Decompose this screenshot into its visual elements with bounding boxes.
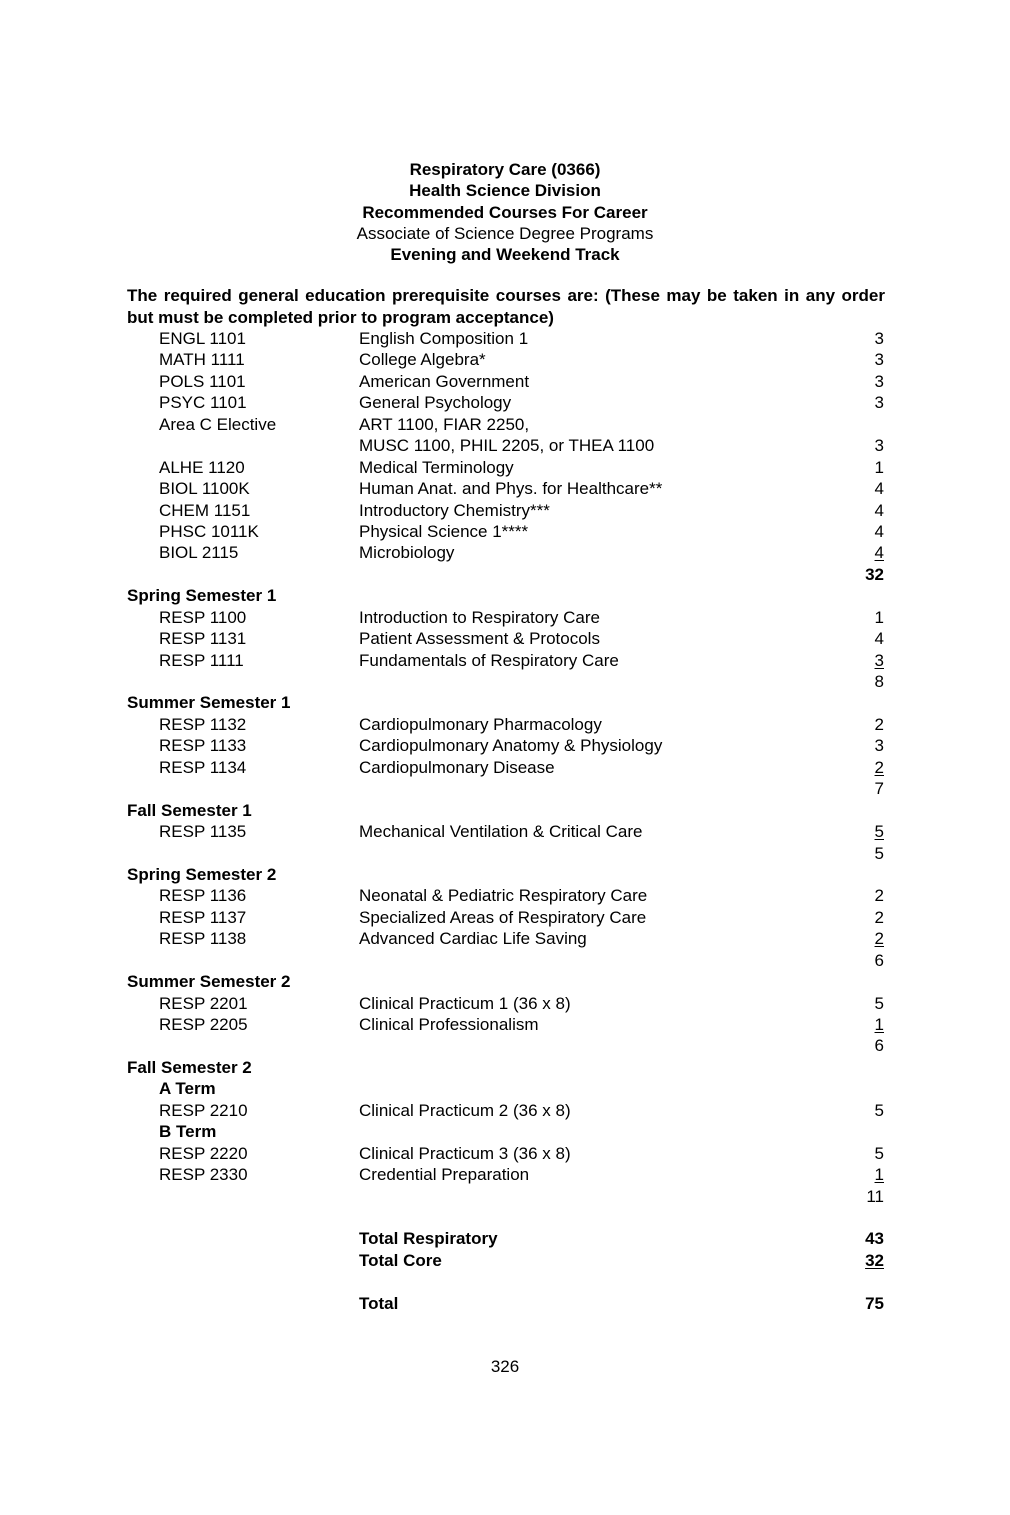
course-credits: 5 (874, 822, 884, 842)
total-row (0, 1228, 1010, 1249)
course-row (0, 607, 1010, 628)
semester-subtotal-row (0, 950, 1010, 971)
course-title: Microbiology (359, 543, 455, 563)
course-code: RESP 1134 (159, 757, 247, 777)
course-credits: 2 (874, 714, 884, 734)
course-credits: 2 (874, 886, 884, 906)
semester-heading: Summer Semester 1 (127, 693, 291, 713)
course-row (0, 435, 1010, 456)
page-number: 326 (490, 1357, 520, 1376)
course-title: ART 1100, FIAR 2250, (359, 414, 530, 434)
semester-subtotal: 6 (874, 1036, 884, 1056)
semester-subtotal-row (0, 564, 1010, 585)
course-code: RESP 1136 (159, 886, 247, 906)
course-title: Cardiopulmonary Disease (359, 757, 555, 777)
course-code: RESP 1131 (159, 629, 247, 649)
semester-heading: Fall Semester 2 (127, 1057, 252, 1077)
course-title: Medical Terminology (359, 457, 514, 477)
course-code: ENGL 1101 (159, 329, 246, 348)
semester-heading-row (0, 971, 1010, 992)
course-title: General Psychology (359, 393, 512, 413)
semester-heading-row (0, 864, 1010, 885)
course-row (0, 714, 1010, 735)
course-code: RESP 1100 (159, 607, 247, 627)
total-row (0, 1250, 1010, 1271)
course-row (0, 414, 1010, 435)
semester-subtotal-row (0, 671, 1010, 692)
course-row (0, 371, 1010, 392)
course-code: RESP 1137 (159, 907, 247, 927)
course-code: PSYC 1101 (159, 393, 247, 413)
course-credits: 3 (874, 371, 884, 391)
course-code: Area C Elective (159, 414, 277, 434)
course-title: Human Anat. and Phys. for Healthcare** (359, 479, 663, 499)
course-credits: 1 (874, 1165, 884, 1185)
course-title: Clinical Professionalism (359, 1015, 539, 1034)
course-row (0, 542, 1010, 563)
course-title: MUSC 1100, PHIL 2205, or THEA 1100 (359, 436, 655, 456)
course-title: Clinical Practicum 2 (36 x 8) (359, 1100, 571, 1120)
semester-subtotal-row (0, 843, 1010, 864)
course-row (0, 478, 1010, 499)
course-title: Patient Assessment & Protocols (359, 629, 600, 649)
term-heading: A Term (159, 1079, 216, 1099)
semester-heading: Fall Semester 1 (127, 800, 252, 820)
term-heading-row (0, 1121, 1010, 1142)
course-credits: 4 (874, 479, 884, 499)
semester-heading: Spring Semester 2 (127, 864, 277, 884)
course-row (0, 1164, 1010, 1185)
document-header (0, 159, 1010, 265)
semester-subtotal: 6 (874, 950, 884, 970)
course-row (0, 328, 1010, 349)
course-row (0, 1014, 1010, 1035)
course-title: Mechanical Ventilation & Critical Care (359, 822, 643, 842)
course-code: RESP 1135 (159, 822, 247, 842)
semester-heading-row (0, 585, 1010, 606)
course-code: RESP 2201 (159, 993, 248, 1013)
course-title: Physical Science 1**** (359, 521, 529, 541)
course-row (0, 392, 1010, 413)
program-title: Respiratory Care (0366) (409, 160, 601, 179)
course-credits: 3 (874, 329, 884, 348)
semester-heading: Summer Semester 2 (127, 972, 291, 992)
course-credits: 5 (874, 993, 884, 1013)
course-credits: 4 (874, 629, 884, 649)
course-row (0, 821, 1010, 842)
semester-subtotal: 11 (866, 1186, 884, 1206)
course-row (0, 1100, 1010, 1121)
term-heading-row (0, 1078, 1010, 1099)
course-credits: 3 (874, 350, 884, 370)
total-row (0, 1293, 1010, 1314)
semester-heading: Spring Semester 1 (127, 586, 277, 606)
prerequisite-intro: The required general education prerequisite courses are: (These may be taken in any order but must be completed prior to program acceptance) (127, 286, 885, 327)
course-row (0, 500, 1010, 521)
semester-subtotal-row (0, 778, 1010, 799)
total-value: 32 (865, 1250, 884, 1270)
course-title: Introductory Chemistry*** (359, 500, 550, 520)
total-value: 43 (865, 1229, 884, 1249)
spacer-row (0, 1271, 1010, 1292)
semester-subtotal-row (0, 1186, 1010, 1207)
course-title: Fundamentals of Respiratory Care (359, 650, 619, 670)
course-row (0, 928, 1010, 949)
course-code: ALHE 1120 (159, 457, 245, 477)
course-title: Clinical Practicum 3 (36 x 8) (359, 1143, 571, 1163)
course-credits: 5 (874, 1100, 884, 1120)
course-title: Clinical Practicum 1 (36 x 8) (359, 993, 571, 1013)
course-title: Introduction to Respiratory Care (359, 607, 600, 627)
semester-subtotal: 5 (874, 843, 884, 863)
course-credits: 3 (874, 436, 884, 456)
spacer-row (0, 1207, 1010, 1228)
course-credits: 1 (874, 457, 884, 477)
course-row (0, 521, 1010, 542)
course-credits: 4 (874, 500, 884, 520)
course-code: MATH 1111 (159, 350, 245, 370)
course-row (0, 628, 1010, 649)
term-heading: B Term (159, 1122, 217, 1142)
course-title: Cardiopulmonary Pharmacology (359, 714, 602, 734)
semester-subtotal: 7 (874, 779, 884, 799)
course-credits: 4 (874, 543, 884, 563)
course-credits: 3 (874, 736, 884, 756)
course-code: BIOL 2115 (159, 543, 239, 563)
course-code: CHEM 1151 (159, 500, 251, 520)
course-title: College Algebra* (359, 350, 486, 370)
course-title: American Government (359, 371, 530, 391)
semester-heading-row (0, 692, 1010, 713)
course-title: Credential Preparation (359, 1165, 530, 1185)
division-title: Health Science Division (409, 181, 601, 201)
course-code: RESP 2205 (159, 1015, 248, 1034)
course-title: Specialized Areas of Respiratory Care (359, 907, 647, 927)
course-row (0, 349, 1010, 370)
degree-title: Associate of Science Degree Programs (356, 223, 654, 243)
semester-subtotal-row (0, 1035, 1010, 1056)
course-credits: 2 (874, 907, 884, 927)
course-credits: 1 (874, 1015, 884, 1034)
semester-subtotal: 32 (865, 564, 884, 584)
course-row (0, 907, 1010, 928)
course-code: BIOL 1100K (159, 479, 250, 499)
course-code: RESP 2210 (159, 1100, 248, 1120)
course-code: POLS 1101 (159, 371, 246, 391)
course-code: RESP 1132 (159, 714, 247, 734)
course-credits: 2 (874, 929, 884, 949)
course-title: Neonatal & Pediatric Respiratory Care (359, 886, 648, 906)
course-credits: 5 (874, 1143, 884, 1163)
semester-heading-row (0, 800, 1010, 821)
course-row (0, 650, 1010, 671)
course-credits: 2 (874, 757, 884, 777)
course-credits: 3 (874, 393, 884, 413)
total-value: 75 (865, 1293, 884, 1313)
course-code: PHSC 1011K (159, 521, 259, 541)
course-row (0, 457, 1010, 478)
semester-subtotal: 8 (874, 672, 884, 691)
course-title: Cardiopulmonary Anatomy & Physiology (359, 736, 663, 756)
track-title: Evening and Weekend Track (390, 245, 620, 265)
course-code: RESP 1111 (159, 650, 244, 670)
semester-heading-row (0, 1057, 1010, 1078)
course-code: RESP 2220 (159, 1143, 248, 1163)
course-list (0, 328, 1010, 1314)
course-code: RESP 2330 (159, 1165, 248, 1185)
total-label: Total Respiratory (359, 1229, 498, 1249)
course-credits: 3 (874, 650, 884, 670)
course-title: Advanced Cardiac Life Saving (359, 929, 587, 949)
course-credits: 1 (874, 607, 884, 627)
course-row (0, 735, 1010, 756)
course-title: English Composition 1 (359, 329, 529, 348)
course-row (0, 757, 1010, 778)
total-label: Total (359, 1293, 399, 1313)
course-credits: 4 (874, 521, 884, 541)
course-row (0, 885, 1010, 906)
course-code: RESP 1133 (159, 736, 247, 756)
course-code: RESP 1138 (159, 929, 247, 949)
course-row (0, 993, 1010, 1014)
course-row (0, 1143, 1010, 1164)
recommended-title: Recommended Courses For Career (362, 202, 648, 222)
total-label: Total Core (359, 1250, 442, 1270)
